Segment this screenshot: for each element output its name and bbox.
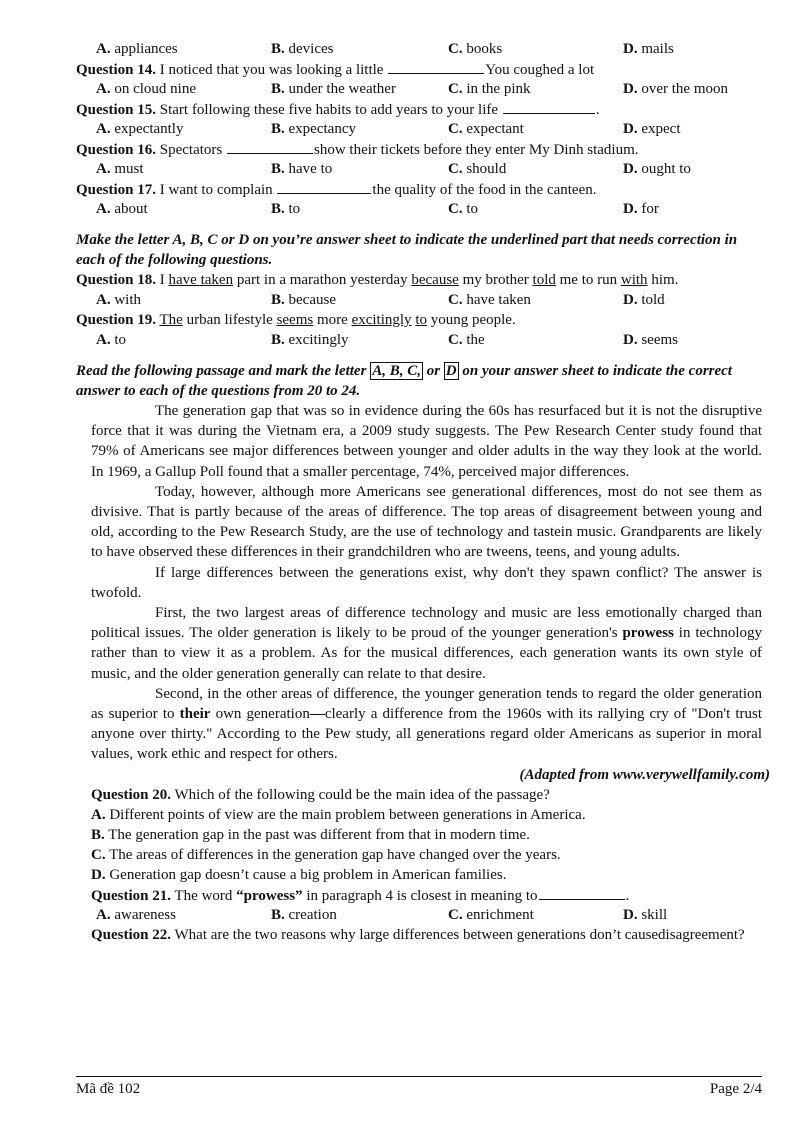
page-footer	[76, 1080, 762, 1098]
underlined-part: have taken	[168, 272, 234, 288]
passage-paragraph-5: Second, in the other areas of difference, the younger generation tends to regard the older generation as superior to their own generation—clearly a difference from the 1960s with its rallying cry of "Don't trust anyone over thirty." According to the Pew study, all generations regard older Americans as superior in moral values, work ethic and respect for others.	[91, 685, 763, 763]
boxed-letters: A, B, C,	[372, 363, 421, 379]
q15-stem: Question 15. Start following these five habits to add years to your life .	[76, 99, 762, 119]
q16-option-d[interactable]: D. ought to	[623, 161, 691, 177]
answer-blank	[539, 885, 625, 900]
q19-option-a[interactable]: A. to	[96, 332, 127, 348]
q21-option-a[interactable]: A. awareness	[96, 906, 176, 923]
underlined-part: seems	[276, 312, 314, 328]
q15-option-c[interactable]: C. expectant	[448, 121, 524, 137]
q18-option-a[interactable]: A. with	[96, 292, 142, 308]
q14-options	[76, 79, 762, 99]
q13-option-d[interactable]: D. mails	[623, 41, 674, 57]
q20-option-c[interactable]: C. The areas of differences in the generation gap have changed over the years.	[91, 846, 561, 863]
q21-option-c[interactable]: C. enrichment	[448, 906, 534, 923]
q19-option-d[interactable]: D. seems	[623, 332, 679, 348]
passage-paragraph-3: If large differences between the generations exist, why don't they spawn conflict? The answer is twofold.	[91, 564, 762, 601]
q17-option-a[interactable]: A. about	[96, 201, 148, 217]
error-section-instruction: Make the letter A, B, C or D on you’re answer sheet to indicate the underlined part that needs correction in each of the following questions.	[76, 232, 738, 268]
q20-stem: Question 20. Which of the following could be the main idea of the passage?	[91, 786, 550, 803]
underlined-part: because	[411, 272, 459, 288]
q16-stem: Question 16. Spectators show their tickets before they enter My Dinh stadium.	[76, 139, 762, 159]
underlined-part: told	[532, 272, 556, 288]
q18-option-c[interactable]: C. have taken	[448, 292, 531, 308]
q15-option-d[interactable]: D. expect	[623, 121, 681, 137]
q18-stem: Question 18. I have taken part in a marathon yesterday because my brother told me to run with him.	[76, 272, 679, 288]
underlined-part: excitingly	[351, 312, 412, 328]
q17-stem: Question 17. I want to complain the quality of the food in the canteen.	[76, 179, 762, 199]
passage-source: (Adapted from www.verywellfamily.com)	[519, 766, 770, 783]
q19-option-b[interactable]: B. excitingly	[271, 332, 349, 348]
q19-stem: Question 19. The urban lifestyle seems more excitingly to young people.	[76, 312, 516, 328]
highlighted-word-their: their	[179, 706, 211, 723]
q19-option-c[interactable]: C. the	[448, 332, 485, 348]
q14-option-a[interactable]: A. on cloud nine	[96, 81, 196, 97]
q15-options	[76, 119, 762, 139]
q21-stem: Question 21. The word “prowess” in paragraph 4 is closest in meaning to .	[91, 885, 762, 905]
question-21	[91, 885, 762, 925]
exam-page	[76, 39, 770, 945]
q15-option-b[interactable]: B. expectancy	[271, 121, 356, 137]
page-number: Page 2/4	[709, 1081, 762, 1097]
q21-option-d[interactable]: D. skill	[623, 906, 668, 923]
q19-options	[76, 330, 762, 350]
q18-options	[76, 290, 762, 310]
reading-section-instruction: Read the following passage and mark the letter A, B, C, or D on your answer sheet to indicate the correct answer to each of the questions from 20 to 24.	[76, 363, 732, 399]
question-22: Question 22. What are the two reasons why large differences between generations don’t causedisagreement?	[91, 926, 745, 943]
q17-option-c[interactable]: C. to	[448, 201, 479, 217]
q16-option-a[interactable]: A. must	[96, 161, 144, 177]
exam-code: Mã đề 102	[76, 1081, 141, 1097]
q18-option-d[interactable]: D. told	[623, 292, 665, 308]
q17-option-b[interactable]: B. to	[271, 201, 301, 217]
q13-options	[76, 39, 762, 59]
q14-stem: Question 14. I noticed that you was looking a little You coughed a lot	[76, 59, 762, 79]
q13-option-a[interactable]: A. appliances	[96, 41, 178, 57]
q21-option-b[interactable]: B. creation	[271, 906, 337, 923]
q21-options	[76, 905, 762, 925]
answer-blank	[277, 179, 371, 194]
q17-options	[76, 199, 762, 219]
q13-option-c[interactable]: C. books	[448, 41, 503, 57]
reading-passage	[76, 401, 770, 785]
q20-option-b[interactable]: B. The generation gap in the past was different from that in modern time.	[91, 826, 530, 843]
q16-options	[76, 159, 762, 179]
q20-option-a[interactable]: A. Different points of view are the main problem between generations in America.	[91, 806, 586, 823]
q14-option-c[interactable]: C. in the pink	[448, 81, 531, 97]
underlined-part: to	[415, 312, 427, 328]
q14-option-b[interactable]: B. under the weather	[271, 81, 396, 97]
underlined-part: with	[620, 272, 648, 288]
footer-divider	[76, 1076, 762, 1077]
answer-blank	[388, 59, 484, 74]
passage-paragraph-1: The generation gap that was so in evidence during the 60s has resurfaced but it is not the disruptive force that it was during the Vietnam era, a 2009 study suggests. The Pew Research Center study found that 79% of Americans see major differences between younger and older adults in the way they look at the world. In 1969, a Gallup Poll found that a smaller percentage, 74%, perceived major differences.	[91, 403, 762, 480]
q16-option-c[interactable]: C. should	[448, 161, 507, 177]
q14-option-d[interactable]: D. over the moon	[623, 81, 728, 97]
q15-option-a[interactable]: A. expectantly	[96, 121, 184, 137]
passage-paragraph-2: Today, however, although more Americans see generational differences, most do not see them as divisive. That is partly because of the areas of difference. The top areas of disagreement between young and old, according to the Pew Research Study, are the use of technology and tastein music. Grandparents are likely to have observed these differences in their grandchildren who are tweens, teens, and young adults.	[91, 483, 762, 561]
answer-blank	[227, 139, 313, 154]
question-20	[91, 785, 762, 885]
underlined-part: The	[159, 312, 183, 328]
q16-option-b[interactable]: B. have to	[271, 161, 333, 177]
passage-paragraph-4: First, the two largest areas of difference technology and music are less emotionally charged than political issues. The older generation is likely to be proud of the younger generation's prowess in technology rather than to view it as a problem. As for the musical differences, each generation wants its own style of music, and the older generation generally can relate to that desire.	[91, 605, 763, 682]
q20-option-d[interactable]: D. Generation gap doesn’t cause a big problem in American families.	[91, 866, 507, 883]
q17-option-d[interactable]: D. for	[623, 201, 659, 217]
boxed-letter-d: D	[445, 363, 457, 379]
answer-blank	[503, 99, 595, 114]
highlighted-word-prowess: prowess	[622, 625, 674, 642]
q18-option-b[interactable]: B. because	[271, 292, 336, 308]
q13-option-b[interactable]: B. devices	[271, 41, 334, 57]
